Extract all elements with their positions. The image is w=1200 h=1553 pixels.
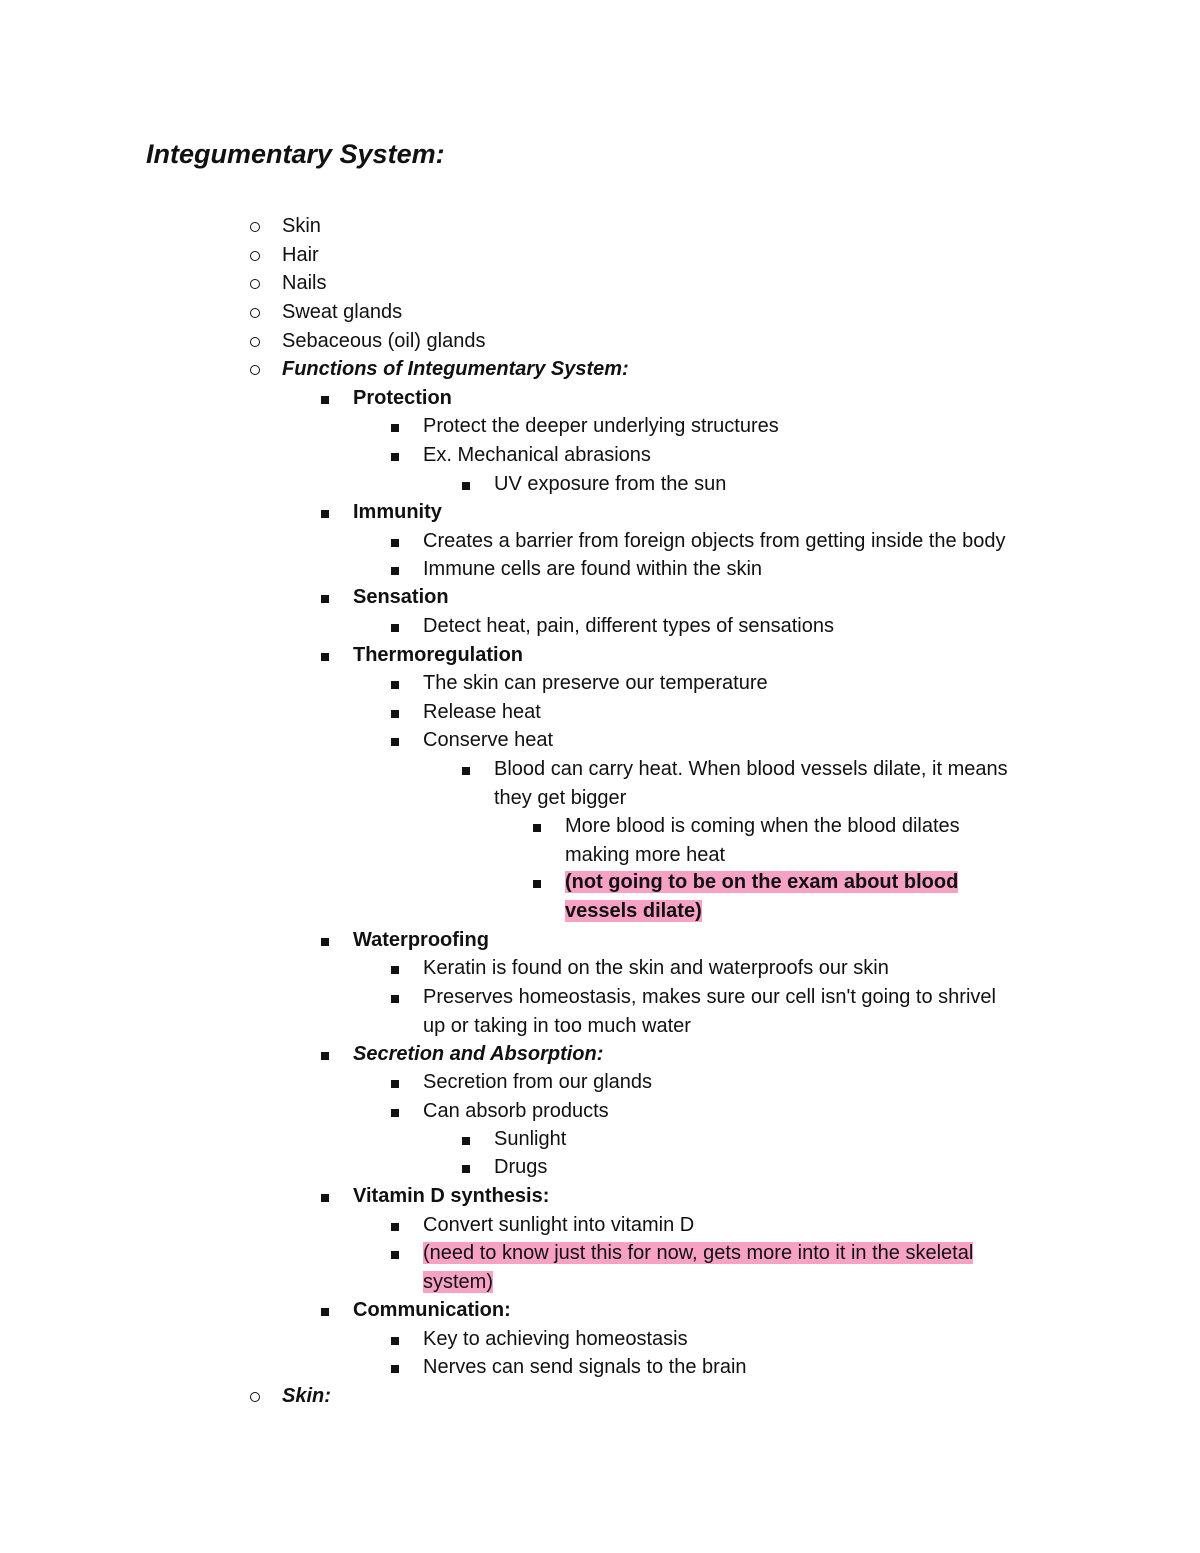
list-item: Blood can carry heat. When blood vessels dilate, it means they get bigger <box>456 755 1008 812</box>
square-bullet-icon <box>385 983 405 1012</box>
square-bullet-icon <box>385 669 405 698</box>
circle-bullet-icon <box>245 1382 265 1411</box>
highlighted-note-exam: (not going to be on the exam about blood vessels dilate) <box>527 868 958 925</box>
square-bullet-icon <box>385 1211 405 1240</box>
square-bullet-icon <box>385 441 405 470</box>
list-item-hair: Hair <box>245 241 319 270</box>
circle-bullet-icon <box>245 269 265 298</box>
function-heading-secretion-absorption: Secretion and Absorption: <box>315 1040 603 1069</box>
highlighted-note-vitamin-d: (need to know just this for now, gets more into it in the skeletal system) <box>385 1239 973 1296</box>
list-item: Drugs <box>456 1153 547 1182</box>
square-bullet-icon <box>527 868 547 897</box>
circle-bullet-icon <box>245 327 265 356</box>
square-bullet-icon <box>315 1296 335 1325</box>
square-bullet-icon <box>385 1068 405 1097</box>
list-item: Sunlight <box>456 1125 566 1154</box>
section-heading-functions: Functions of Integumentary System: <box>245 355 629 384</box>
list-item: Conserve heat <box>385 726 553 755</box>
square-bullet-icon <box>385 726 405 755</box>
square-bullet-icon <box>385 698 405 727</box>
page-title: Integumentary System: <box>146 139 445 169</box>
square-bullet-icon <box>456 1125 476 1154</box>
list-item: Creates a barrier from foreign objects from getting inside the body <box>385 527 1006 556</box>
list-item: Immune cells are found within the skin <box>385 555 762 584</box>
square-bullet-icon <box>385 527 405 556</box>
square-bullet-icon <box>385 555 405 584</box>
list-item: Ex. Mechanical abrasions <box>385 441 651 470</box>
square-bullet-icon <box>456 755 476 784</box>
circle-bullet-icon <box>245 298 265 327</box>
square-bullet-icon <box>385 1097 405 1126</box>
list-item-skin: Skin <box>245 212 321 241</box>
list-item: Detect heat, pain, different types of sensations <box>385 612 834 641</box>
function-heading-communication: Communication: <box>315 1296 511 1325</box>
square-bullet-icon <box>385 1325 405 1354</box>
list-item: Key to achieving homeostasis <box>385 1325 688 1354</box>
square-bullet-icon <box>385 1353 405 1382</box>
list-item: Protect the deeper underlying structures <box>385 412 779 441</box>
square-bullet-icon <box>385 412 405 441</box>
list-item: Secretion from our glands <box>385 1068 652 1097</box>
square-bullet-icon <box>456 470 476 499</box>
square-bullet-icon <box>315 926 335 955</box>
square-bullet-icon <box>315 1040 335 1069</box>
function-heading-protection: Protection <box>315 384 452 413</box>
list-item-nails: Nails <box>245 269 326 298</box>
square-bullet-icon <box>315 1182 335 1211</box>
square-bullet-icon <box>315 384 335 413</box>
list-item-sweat-glands: Sweat glands <box>245 298 402 327</box>
list-item-sebaceous-glands: Sebaceous (oil) glands <box>245 327 485 356</box>
list-item: Release heat <box>385 698 541 727</box>
list-item: UV exposure from the sun <box>456 470 726 499</box>
list-item: Preserves homeostasis, makes sure our cell isn't going to shrivel up or taking in too much water <box>385 983 996 1040</box>
list-item: Keratin is found on the skin and waterproofs our skin <box>385 954 889 983</box>
function-heading-vitamin-d: Vitamin D synthesis: <box>315 1182 549 1211</box>
square-bullet-icon <box>385 612 405 641</box>
square-bullet-icon <box>315 583 335 612</box>
list-item: Can absorb products <box>385 1097 609 1126</box>
square-bullet-icon <box>456 1153 476 1182</box>
square-bullet-icon <box>315 641 335 670</box>
function-heading-thermoregulation: Thermoregulation <box>315 641 523 670</box>
list-item: More blood is coming when the blood dilates making more heat <box>527 812 960 869</box>
circle-bullet-icon <box>245 241 265 270</box>
square-bullet-icon <box>385 1239 405 1268</box>
list-item: Convert sunlight into vitamin D <box>385 1211 694 1240</box>
square-bullet-icon <box>315 498 335 527</box>
square-bullet-icon <box>385 954 405 983</box>
function-heading-immunity: Immunity <box>315 498 442 527</box>
function-heading-waterproofing: Waterproofing <box>315 926 489 955</box>
square-bullet-icon <box>527 812 547 841</box>
list-item: Nerves can send signals to the brain <box>385 1353 747 1382</box>
circle-bullet-icon <box>245 355 265 384</box>
list-item: The skin can preserve our temperature <box>385 669 768 698</box>
circle-bullet-icon <box>245 212 265 241</box>
function-heading-sensation: Sensation <box>315 583 449 612</box>
section-heading-skin: Skin: <box>245 1382 331 1411</box>
